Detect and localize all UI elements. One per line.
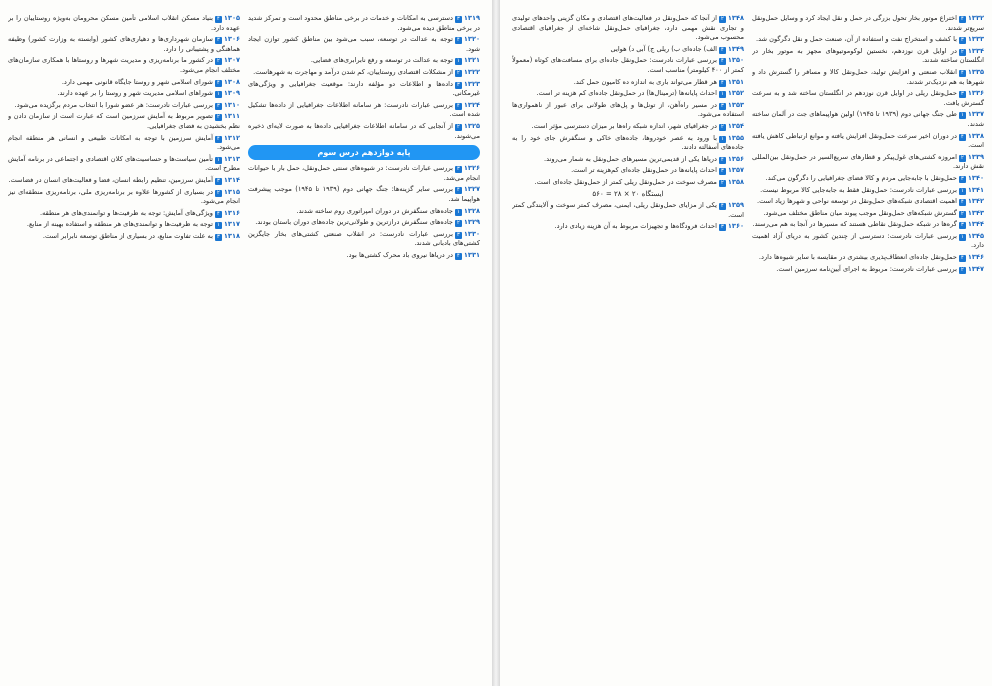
answer-text: بررسی عبارات نادرست: در شیوه‌های سنتی حمل‌ونقل، حمل بار با حیوانات انجام می‌شد. [248, 164, 480, 182]
answer-choice-badge: ۳ [720, 102, 724, 109]
answer-number: ۱۳۲۲ [463, 67, 480, 76]
answer-choice-badge: ۱ [720, 91, 724, 98]
answer-item [512, 122, 744, 132]
answer-text: مصرف سوخت در حمل‌ونقل ریلی کمتر از حمل‌ونقل جاده‌ای است. [534, 177, 717, 186]
answer-item [248, 56, 480, 66]
answer-text: احداث پایانه‌ها (ترمینال‌ها) در حمل‌ونقل جاده‌ای کم هزینه تر است. [536, 89, 717, 98]
answer-number: ۱۳۶۰ [727, 222, 744, 231]
book-spine [492, 0, 500, 686]
answer-item [8, 112, 240, 131]
answer-item [512, 166, 744, 176]
answer-choice-badge: ۳ [960, 175, 964, 182]
answer-choice-badge: ۳ [216, 37, 220, 44]
answer-item [8, 232, 240, 242]
answer-number: ۱۳۱۱ [223, 112, 240, 121]
answer-item [248, 207, 480, 217]
answer-item [512, 178, 744, 188]
answer-choice-badge: ۲ [960, 154, 964, 161]
answer-choice-badge: ۲ [456, 69, 460, 76]
answer-item [248, 80, 480, 99]
answer-text: حمل‌ونقل جاده‌ای انعطاف‌پذیری بیشتری در مقایسه با سایر شیوه‌ها دارد. [758, 253, 957, 262]
answer-choice-badge: ۴ [720, 156, 724, 163]
answer-number: ۱۳۴۳ [967, 208, 984, 217]
answer-number: ۱۳۰۵ [223, 14, 240, 22]
answer-text: داده‌ها و اطلاعات دو مؤلفه دارند: موقعیت جغرافیایی و ویژگی‌های غیرمکانی. [248, 79, 480, 98]
answer-choice-badge: ۲ [216, 189, 220, 196]
answer-choice-badge: ۲ [216, 58, 220, 65]
answer-item [512, 78, 744, 88]
answer-number: ۱۳۵۸ [727, 177, 744, 186]
answer-text: در جغرافیای شهر، اندازه شبکه راه‌ها بر میزان دسترسی مؤثر است. [531, 121, 717, 130]
answer-number: ۱۳۵۴ [727, 121, 744, 130]
answer-number: ۱۳۲۴ [463, 100, 480, 109]
answer-item [512, 134, 744, 153]
answer-number: ۱۳۵۹ [727, 201, 744, 210]
answer-choice-badge: ۳ [456, 166, 460, 173]
answer-choice-badge: ۲ [720, 179, 724, 186]
answer-number: ۱۳۳۶ [967, 89, 984, 98]
answer-choice-badge: ۳ [960, 37, 964, 44]
answer-item [8, 134, 240, 153]
answer-item [752, 35, 984, 45]
answer-text: از آنجا که حمل‌ونقل در فعالیت‌های اقتصادی و مکان گزینی واحدهای تولیدی و تجاری نقش مهمی دارد، جغرافیای حمل‌ونقل شاخه‌ای از جغرافیای اقتصادی محسوب می‌شود. [512, 14, 744, 42]
answer-number: ۱۳۳۰ [463, 229, 480, 238]
answer-choice-badge: ۴ [720, 203, 724, 210]
answer-item [8, 220, 240, 230]
answer-text: جاده‌های سنگفرش درازترین و طولانی‌ترین جاده‌های دوران باستان بودند. [255, 218, 453, 227]
answer-text: سازمان شهرداری‌ها و دهیاری‌های کشور (وابسته به وزارت کشور) وظیفه هماهنگی و پشتیبانی را دارد. [8, 35, 240, 53]
answer-text: شورای اسلامی شهر و روستا جایگاه قانونی مهمی دارد. [61, 77, 213, 86]
answer-item [512, 222, 744, 232]
answer-choice-badge: ۱ [960, 112, 964, 119]
answer-item [752, 209, 984, 219]
answer-item [248, 122, 480, 141]
answer-number: ۱۳۱۲ [223, 133, 240, 142]
answer-choice-badge: ۱ [960, 233, 964, 240]
answer-number: ۱۳۵۰ [727, 56, 744, 65]
answer-number: ۱۳۴۶ [967, 253, 984, 262]
answer-choice-badge: ۱ [456, 208, 460, 215]
answer-text: بررسی عبارات نادرست: هر عضو شورا با انتخاب مردم برگزیده می‌شود. [14, 100, 213, 109]
answer-choice-badge: ۴ [960, 69, 964, 76]
answer-text: در دریاها نیروی باد محرک کشتی‌ها بود. [346, 250, 453, 259]
answer-number: ۱۳۲۱ [463, 56, 480, 65]
answer-text: احداث پایانه‌ها در حمل‌ونقل جاده‌ای کم‌هزینه تر است. [571, 166, 717, 175]
answer-number: ۱۳۱۹ [463, 14, 480, 22]
answer-text: آمایش سرزمین با توجه به امکانات طبیعی و انسانی هر منطقه انجام می‌شود. [8, 133, 240, 152]
answer-text: توجه به عدالت در توسعه و رفع نابرابری‌های فضایی. [310, 56, 453, 65]
answer-item [752, 265, 984, 275]
answer-number: ۱۳۴۱ [967, 185, 984, 194]
answer-item [512, 14, 744, 43]
answer-number: ۱۳۴۲ [967, 197, 984, 206]
answer-number: ۱۳۴۰ [967, 173, 984, 182]
answer-item [752, 153, 984, 172]
answer-item [512, 155, 744, 165]
answer-item [248, 218, 480, 228]
answer-choice-badge: ۴ [720, 46, 724, 53]
answer-item [752, 89, 984, 108]
answer-text: توجه به عدالت در توسعه، سبب می‌شود بین مناطق کشور توازن ایجاد شود. [248, 35, 480, 53]
answer-number: ۱۳۲۷ [463, 185, 480, 194]
answer-choice-badge: ۳ [216, 233, 220, 240]
answer-choice-badge: ۲ [720, 123, 724, 130]
answer-item [8, 89, 240, 99]
answer-text: اهمیت اقتصادی شبکه‌های حمل‌ونقل در توسعه نواحی و شهرها زیاد است. [756, 197, 957, 206]
answer-choice-badge: ۴ [216, 79, 220, 86]
answer-item [248, 185, 480, 204]
answer-text: دسترسی به امکانات و خدمات در برخی مناطق محدود است و تمرکز شدید در برخی مناطق دیده می‌شود. [248, 14, 480, 32]
answer-number: ۱۳۳۱ [463, 250, 480, 259]
answer-choice-badge: ۴ [216, 135, 220, 142]
answer-number: ۱۳۵۷ [727, 166, 744, 175]
station-formula: ایستگاه ۲۰ × ۲۸ = ۵۶۰ [592, 189, 664, 198]
answer-choice-badge: ۲ [456, 123, 460, 130]
answer-text: در اوایل قرن نوزدهم، نخستین لوکوموتیوهای مجهز به موتور بخار در انگلستان ساخته شدند. [752, 46, 984, 65]
answer-text: به علت تفاوت منابع، در بسیاری از مناطق توسعه نابرابر است. [42, 231, 213, 240]
right-page-column-left [512, 14, 744, 678]
answer-number: ۱۳۵۵ [727, 133, 744, 142]
answer-number: ۱۳۵۶ [727, 154, 744, 163]
answer-item [8, 56, 240, 75]
answer-text: بررسی عبارات نادرست: حمل‌ونقل فقط به جابه‌جایی کالا مربوط نیست. [760, 185, 957, 194]
answer-text: در کشور ما برنامه‌ریزی و مدیریت شهرها و روستاها با همکاری سازمان‌های مختلف انجام می‌شود. [8, 56, 240, 74]
answer-text: طی جنگ جهانی دوم (۱۹۳۹ تا ۱۹۴۵) اولین هواپیماهای جت در آلمان ساخته شدند. [752, 110, 984, 128]
answer-text: بررسی عبارات نادرست: حمل‌ونقل جاده‌ای برای مسافت‌های کوتاه (معمولاً کمتر از ۴۰۰ کیلومتر) مناسب است. [512, 56, 744, 74]
answer-number: ۱۳۱۵ [223, 187, 240, 196]
answer-number: ۱۳۱۰ [223, 100, 240, 109]
answer-choice-badge: ۲ [216, 114, 220, 121]
answer-number: ۱۳۲۰ [463, 35, 480, 44]
answer-text: با ورود به عصر خودروها، جاده‌های خاکی و سنگفرش جای خود را به جاده‌های آسفالته دادند. [512, 133, 744, 152]
answer-item [248, 230, 480, 249]
answer-item [752, 232, 984, 251]
answer-choice-badge: ۴ [216, 210, 220, 217]
answer-item [8, 101, 240, 111]
answer-number: ۱۳۳۹ [967, 152, 984, 161]
answer-item [512, 89, 744, 99]
answer-choice-badge: ۴ [720, 58, 724, 65]
answer-number: ۱۳۵۳ [727, 100, 744, 109]
answer-text: انقلاب صنعتی و افزایش تولید، حمل‌ونقل کالا و مسافر را گسترش داد و شهرها به هم نزدیک‌تر شدند. [752, 67, 984, 86]
answer-number: ۱۳۰۸ [223, 77, 240, 86]
answer-choice-badge: ۴ [456, 37, 460, 44]
answer-number: ۱۳۲۶ [463, 164, 480, 173]
answer-item [8, 35, 240, 54]
answer-number: ۱۳۱۷ [223, 220, 240, 229]
answer-number: ۱۳۳۳ [967, 35, 984, 44]
answer-choice-badge: ۴ [960, 255, 964, 262]
answer-choice-badge: ۴ [456, 102, 460, 109]
answer-choice-badge: ۱ [216, 156, 220, 163]
answer-item [248, 164, 480, 183]
answer-number: ۱۳۴۹ [727, 44, 744, 53]
answer-text: اختراع موتور بخار تحول بزرگی در حمل و نقل ایجاد کرد و وسایل حمل‌ونقل سریع‌تر شدند. [752, 14, 984, 32]
answer-number: ۱۳۲۸ [463, 206, 480, 215]
answer-number: ۱۳۴۴ [967, 220, 984, 229]
answer-number: ۱۳۴۸ [727, 14, 744, 22]
answer-number: ۱۳۱۸ [223, 231, 240, 240]
answer-choice-badge: ۴ [960, 199, 964, 206]
answer-number: ۱۳۳۵ [967, 67, 984, 76]
answer-text: شوراهای اسلامی مدیریت شهر و روستا را بر عهده دارند. [57, 89, 213, 98]
answer-item [752, 68, 984, 87]
answer-text: احداث فرودگاه‌ها و تجهیزات مربوط به آن هزینه زیادی دارد. [554, 222, 717, 231]
answer-text: بنیاد مسکن انقلاب اسلامی تأمین مسکن محرومان به‌ویژه روستاییان را بر عهده دارد. [8, 14, 240, 32]
answer-text: هر قطار می‌تواند باری به اندازه ده کامیون حمل کند. [573, 77, 717, 86]
answer-item [752, 197, 984, 207]
answer-choice-badge: ۱ [960, 187, 964, 194]
answer-choice-badge: ۱ [216, 91, 220, 98]
right-page-column-right [752, 14, 984, 678]
answer-choice-badge: ۳ [216, 102, 220, 109]
answer-choice-badge: ۱ [720, 135, 724, 142]
answer-choice-badge: ۳ [456, 16, 460, 22]
answer-item [512, 56, 744, 75]
answer-text: تصویر مربوط به آمایش سرزمین است که عبارت است از سازمان دادن و نظم بخشیدن به فضای جغرافیایی. [8, 112, 240, 130]
answer-text: بررسی سایر گزینه‌ها: جنگ جهانی دوم (۱۹۳۹ تا ۱۹۴۵) موجب پیشرفت هواپیما شد. [248, 185, 480, 203]
answer-item [752, 186, 984, 196]
answer-item [8, 176, 240, 186]
answer-choice-badge: ۴ [216, 16, 220, 22]
answer-text: حمل‌ونقل با جابه‌جایی مردم و کالا فضای جغرافیایی را دگرگون می‌کند. [765, 173, 957, 182]
answer-choice-badge: ۲ [720, 16, 724, 22]
answer-text: دریاها یکی از قدیمی‌ترین مسیرهای حمل‌ونقل به شمار می‌روند. [544, 154, 717, 163]
answer-text: ویژگی‌های آمایش: توجه به ظرفیت‌ها و توانمندی‌های هر منطقه. [39, 208, 213, 217]
answer-text: از آنجایی که در سامانه اطلاعات جغرافیایی داده‌ها به صورت لایه‌ای ذخیره می‌شوند. [248, 121, 480, 140]
left-page-column-right [248, 14, 480, 678]
answer-item [752, 220, 984, 230]
answer-item [512, 201, 744, 220]
answer-choice-badge: ۴ [960, 16, 964, 22]
answer-number: ۱۳۴۷ [967, 264, 984, 273]
answer-choice-badge: ۳ [720, 224, 724, 231]
answer-text: از مشکلات اقتصادی روستاییان، کم شدن درآمد و مهاجرت به شهرهاست. [253, 67, 453, 76]
answer-choice-badge: ۱ [456, 58, 460, 65]
answer-choice-badge: ۴ [720, 79, 724, 86]
answer-number: ۱۳۲۹ [463, 218, 480, 227]
answer-text: بررسی عبارات نادرست: در انقلاب صنعتی کشتی‌های بخار جایگزین کشتی‌های بادبانی شدند. [248, 229, 480, 248]
answer-choice-badge: ۳ [216, 177, 220, 184]
answer-text: حمل‌ونقل ریلی در اوایل قرن نوزدهم در انگلستان ساخته شد و به سرعت گسترش یافت. [752, 89, 984, 107]
answer-choice-badge: ۳ [456, 81, 460, 88]
answer-item [248, 35, 480, 54]
answer-choice-badge: ۳ [456, 231, 460, 238]
answer-text: گسترش شبکه‌های حمل‌ونقل موجب پیوند میان مناطق مختلف می‌شود. [763, 208, 957, 217]
answer-text: گره‌ها در شبکه حمل‌ونقل نقاطی هستند که مسیرها در آنجا به هم می‌رسند. [752, 220, 957, 229]
answer-text: امروزه کشتی‌های غول‌پیکر و قطارهای سریع‌السیر در حمل‌ونقل بین‌المللی نقش دارند. [752, 152, 984, 171]
answer-choice-badge: ۲ [960, 48, 964, 55]
answer-item [8, 14, 240, 33]
answer-choice-badge: ۳ [960, 222, 964, 229]
answer-text: تأمین سیاست‌ها و حساسیت‌های کلان اقتصادی و اجتماعی در برنامه آمایش مطرح است. [8, 154, 240, 173]
answer-number: ۱۳۲۳ [463, 79, 480, 88]
answer-item [752, 174, 984, 184]
answer-choice-badge: ۴ [456, 252, 460, 259]
answer-text: بررسی عبارات نادرست: دسترسی از چندین کشور به دریای آزاد اهمیت دارد. [752, 231, 984, 250]
answer-number: ۱۳۳۴ [967, 46, 984, 55]
answer-text: در دوران اخیر سرعت حمل‌ونقل افزایش یافته و موانع ارتباطی کاهش یافته است. [752, 131, 984, 150]
answer-choice-badge: ۲ [960, 266, 964, 273]
answer-item [8, 155, 240, 174]
answer-item [8, 209, 240, 219]
answer-text: در بسیاری از کشورها علاوه بر برنامه‌ریزی ملی، برنامه‌ریزی منطقه‌ای نیز انجام می‌شود. [8, 187, 240, 206]
answer-number: ۱۳۳۸ [967, 131, 984, 140]
answer-text: توجه به ظرفیت‌ها و توانمندی‌های هر منطقه و استفاده بهینه از منابع. [26, 220, 213, 229]
answer-choice-badge: ۳ [960, 91, 964, 98]
answer-text: آمایش سرزمین، تنظیم رابطه انسان، فضا و فعالیت‌های انسان در فضاست. [8, 175, 213, 184]
answer-number: ۱۳۳۷ [967, 110, 984, 119]
answer-number: ۱۳۰۷ [223, 56, 240, 65]
answer-item [248, 251, 480, 261]
section-header: پایه دوازدهم درس سوم [248, 145, 480, 160]
answer-text: الف) جاده‌ای ب) ریلی ج) آبی د) هوایی [610, 44, 717, 53]
answer-choice-badge: ۳ [720, 168, 724, 175]
answer-text: بررسی عبارات نادرست: هر سامانه اطلاعات جغرافیایی از داده‌ها تشکیل شده است. [248, 100, 480, 119]
answer-choice-badge: ۱ [216, 222, 220, 229]
answer-choice-badge: ۲ [456, 220, 460, 227]
answer-choice-badge: ۴ [456, 187, 460, 194]
answer-item [8, 78, 240, 88]
answer-text: در مسیر راه‌آهن، از تونل‌ها و پل‌های طولانی برای عبور از ناهمواری‌ها استفاده می‌شود. [512, 100, 744, 119]
answer-number: ۱۳۵۲ [727, 89, 744, 98]
answer-number: ۱۳۰۶ [223, 35, 240, 44]
answer-item [752, 132, 984, 151]
answer-choice-badge: ۲ [960, 210, 964, 217]
answer-item [8, 188, 240, 207]
answer-item [752, 14, 984, 33]
answer-choice-badge: ۴ [960, 133, 964, 140]
answer-item [248, 14, 480, 33]
answer-text: جاده‌های سنگفرش در دوران امپراتوری روم ساخته شدند. [296, 206, 453, 215]
answer-text: یکی از مزایای حمل‌ونقل ریلی، ایمنی، مصرف کمتر سوخت و آلایندگی کمتر است. [512, 201, 744, 219]
answer-number: ۱۳۵۱ [727, 77, 744, 86]
answer-number: ۱۳۰۹ [223, 89, 240, 98]
answer-item [512, 101, 744, 120]
left-page [0, 0, 492, 686]
answer-number: ۱۳۴۵ [967, 231, 984, 240]
answer-text: با کشف و استخراج نفت و استفاده از آن، صنعت حمل و نقل دگرگون شد. [755, 35, 957, 44]
answer-item [752, 253, 984, 263]
answer-item [248, 68, 480, 78]
answer-number: ۱۳۱۳ [223, 154, 240, 163]
answer-item [512, 45, 744, 55]
answer-number: ۱۳۲۵ [463, 121, 480, 130]
right-page [500, 0, 992, 686]
left-page-column-left [8, 14, 240, 678]
answer-text: بررسی عبارات نادرست: مربوط به اجرای آیین‌نامه سرزمین است. [776, 264, 957, 273]
answer-number: ۱۳۱۴ [223, 175, 240, 184]
answer-number: ۱۳۱۶ [223, 208, 240, 217]
answer-item [752, 47, 984, 66]
answer-item [752, 110, 984, 129]
answer-item [248, 101, 480, 120]
answer-number: ۱۳۳۲ [967, 14, 984, 22]
